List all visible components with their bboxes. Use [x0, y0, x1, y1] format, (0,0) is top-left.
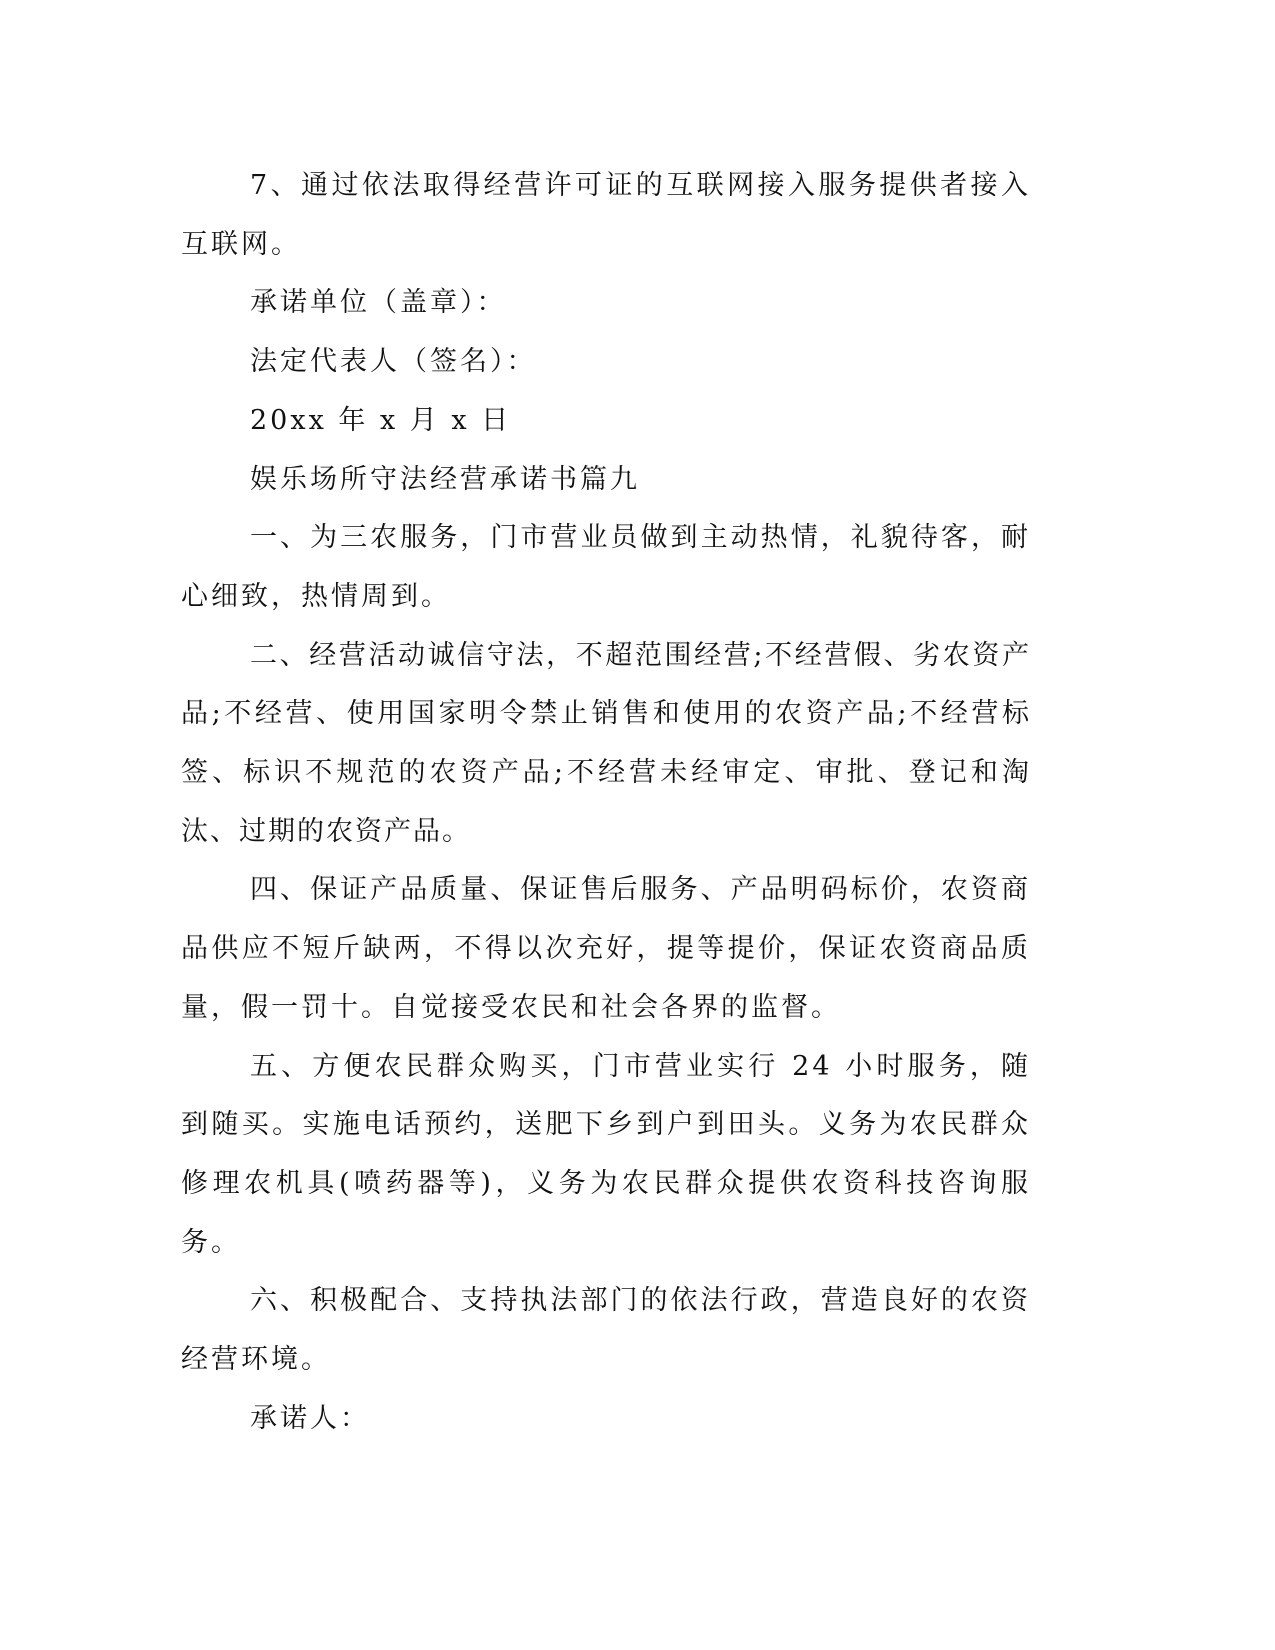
paragraph-five: 五、方便农民群众购买，门市营业实行 24 小时服务，随到随买。实施电话预约，送肥下乡到户到田头。义务为农民群众修理农机具(喷药器等)，义务为农民群众提供农资科技咨询服务。: [181, 1050, 1031, 1258]
paragraph-six: 六、积极配合、支持执法部门的依法行政，营造良好的农资经营环境。: [181, 1285, 1031, 1376]
section-heading: 娱乐场所守法经营承诺书篇九: [250, 463, 640, 495]
paragraph-four: 四、保证产品质量、保证售后服务、产品明码标价，农资商品供应不短斤缺两，不得以次充好，提等提价，保证农资商品质量，假一罚十。自觉接受农民和社会各界的监督。: [181, 874, 1031, 1023]
paragraph-one: 一、为三农服务，门市营业员做到主动热情，礼貌待客，耐心细致，热情周到。: [181, 522, 1031, 612]
paragraph-item-7: 7、通过依法取得经营许可证的互联网接入服务提供者接入互联网。: [181, 170, 1031, 260]
date-line: 20xx 年 x 月 x 日: [250, 404, 512, 436]
promisor-signature-line: 承诺人：: [250, 1402, 370, 1434]
paragraph-two: 二、经营活动诚信守法，不超范围经营;不经营假、劣农资产品;不经营、使用国家明令禁止销售和使用的农资产品;不经营标签、标识不规范的农资产品;不经营未经审定、审批、登记和淘汰、过期的农资产品。: [181, 639, 1031, 847]
commitment-unit-seal-line: 承诺单位（盖章）：: [250, 287, 507, 319]
document-body: [181, 157, 1031, 1448]
legal-representative-signature-line: 法定代表人（签名）：: [250, 346, 537, 378]
